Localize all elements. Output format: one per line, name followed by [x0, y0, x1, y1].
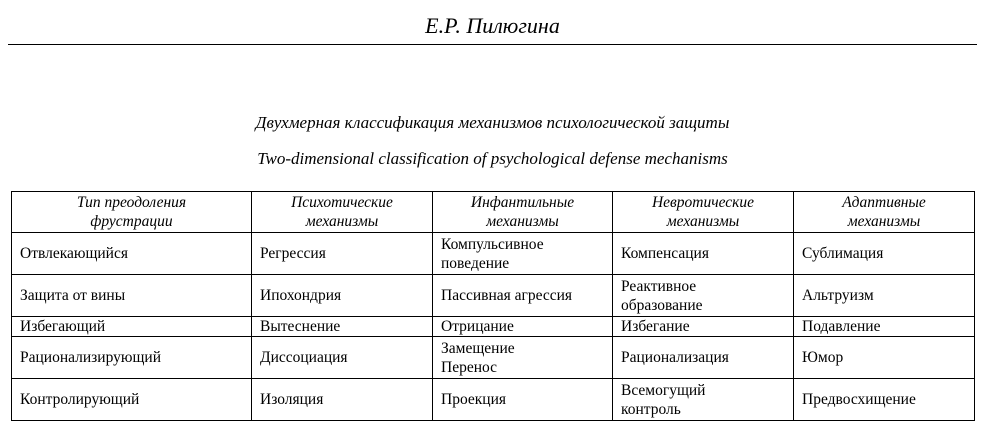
- cell-adaptive: Сублимация: [794, 233, 975, 275]
- table-row: [12, 337, 975, 379]
- cell-infantile: Компульсивное поведение: [433, 233, 613, 275]
- table-caption-english: Two-dimensional classification of psychological defense mechanisms: [257, 149, 728, 168]
- cell-psychotic: Вытеснение: [252, 317, 433, 337]
- header-rule: [8, 44, 977, 45]
- cell-adaptive: Юмор: [794, 337, 975, 379]
- cell-infantile: Пассивная агрессия: [433, 275, 613, 317]
- table-row: [12, 275, 975, 317]
- cell-adaptive: Альтруизм: [794, 275, 975, 317]
- cell-adaptive: Подавление: [794, 317, 975, 337]
- cell-frustration-type: Контролирующий: [12, 379, 252, 421]
- header-adaptive-mechanisms: Адаптивные механизмы: [794, 192, 975, 233]
- cell-psychotic: Диссоциация: [252, 337, 433, 379]
- header-neurotic-mechanisms: Невротические механизмы: [613, 192, 794, 233]
- cell-adaptive: Предвосхищение: [794, 379, 975, 421]
- running-head-author: Е.Р. Пилюгина: [425, 13, 560, 38]
- cell-psychotic: Изоляция: [252, 379, 433, 421]
- cell-neurotic: Компенсация: [613, 233, 794, 275]
- table-row: [12, 379, 975, 421]
- cell-infantile: Проекция: [433, 379, 613, 421]
- cell-neurotic: Реактивное образование: [613, 275, 794, 317]
- cell-psychotic: Регрессия: [252, 233, 433, 275]
- cell-infantile: Замещение Перенос: [433, 337, 613, 379]
- cell-infantile: Отрицание: [433, 317, 613, 337]
- cell-psychotic: Ипохондрия: [252, 275, 433, 317]
- classification-table: [11, 191, 975, 421]
- table-row: [12, 233, 975, 275]
- cell-frustration-type: Избегающий: [12, 317, 252, 337]
- cell-neurotic: Рационализация: [613, 337, 794, 379]
- cell-frustration-type: Отвлекающийся: [12, 233, 252, 275]
- table-caption-russian: Двухмерная классификация механизмов психологической защиты: [255, 113, 730, 132]
- header-infantile-mechanisms: Инфантильные механизмы: [433, 192, 613, 233]
- table-header-row: [12, 192, 975, 233]
- cell-frustration-type: Защита от вины: [12, 275, 252, 317]
- cell-neurotic: Всемогущий контроль: [613, 379, 794, 421]
- header-frustration-type: Тип преодоления фрустрации: [12, 192, 252, 233]
- table-row: [12, 317, 975, 337]
- header-psychotic-mechanisms: Психотические механизмы: [252, 192, 433, 233]
- cell-frustration-type: Рационализирующий: [12, 337, 252, 379]
- cell-neurotic: Избегание: [613, 317, 794, 337]
